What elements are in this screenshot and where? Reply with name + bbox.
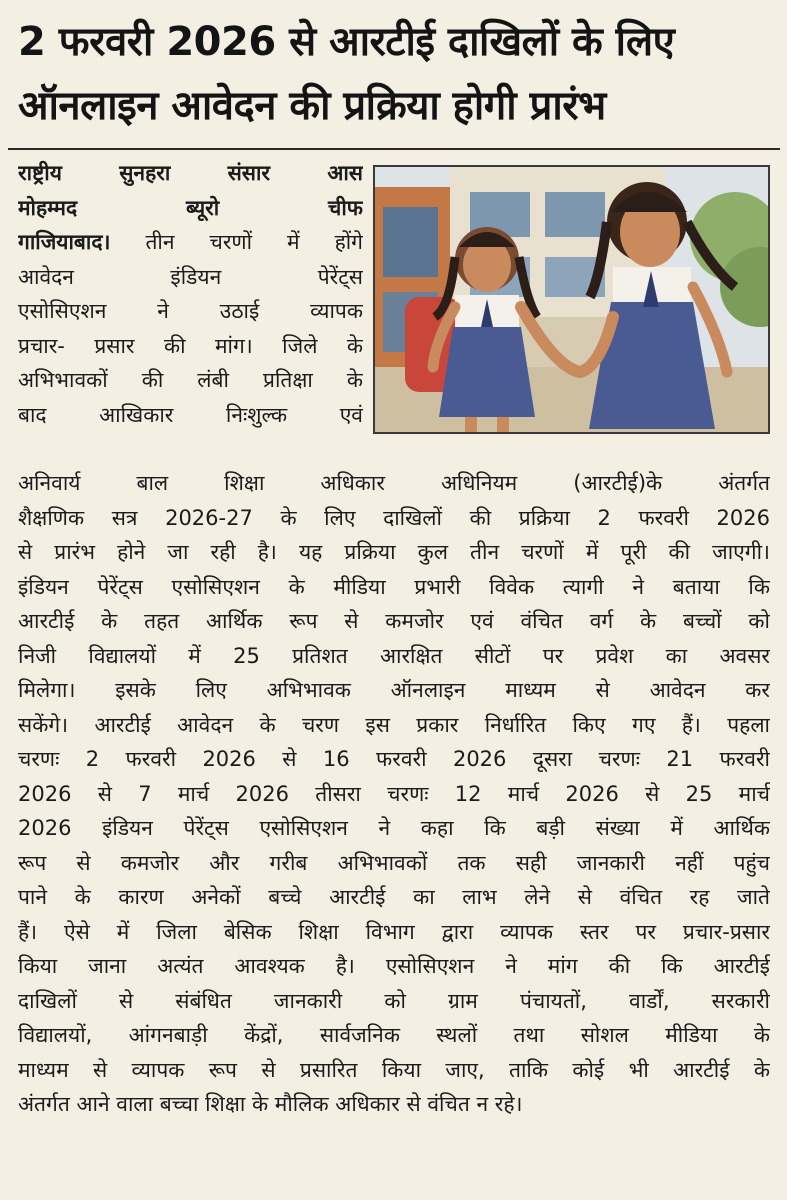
body-line: 2026 इंडियन पेरेंट्स एसोसिएशन ने कहा कि बड़ी संख्या में आर्थिक [18, 816, 770, 840]
body-line: आरटीई के तहत आर्थिक रूप से कमजोर एवं वंचित वर्ग के बच्चों को [18, 609, 770, 633]
byline-line-2: मोहम्मद ब्यूरो चीफ [18, 195, 363, 220]
dateline: गाजियाबाद। [18, 230, 111, 254]
body-line: माध्यम से व्यापक रूप से प्रसारित किया जाए, ताकि कोई भी आरटीई के [18, 1057, 770, 1082]
headline [18, 10, 778, 138]
headline-divider [8, 148, 780, 150]
body-line: से प्रारंभ होने जा रही है। यह प्रक्रिया कुल तीन चरणों में पूरी की जाएगी। [18, 540, 770, 564]
lead-line-5: अभिभावकों की लंबी प्रतिक्षा के [18, 368, 363, 392]
body-line: अनिवार्य बाल शिक्षा अधिकार अधिनियम (आरटीई)के अंतर्गत [18, 471, 770, 495]
body-line: इंडियन पेरेंट्स एसोसिएशन के मीडिया प्रभारी विवेक त्यागी ने बताया कि [18, 574, 770, 599]
body-line: विद्यालयों, आंगनबाड़ी केंद्रों, सार्वजनिक स्थलों तथा सोशल मीडिया के [18, 1023, 770, 1047]
body-line: चरणः 2 फरवरी 2026 से 16 फरवरी 2026 दूसरा चरणः 21 फरवरी [18, 747, 770, 771]
body-line: दाखिलों से संबंधित जानकारी को ग्राम पंचायतों, वार्डों, सरकारी [18, 988, 770, 1013]
body-line: सकेंगे। आरटीई आवेदन के चरण इस प्रकार निर्धारित किए गए हैं। पहला [18, 712, 770, 737]
lead-line-6: बाद आखिकार निःशुल्क एवं [18, 402, 363, 427]
lead-line-3: एसोसिएशन ने उठाई व्यापक [18, 299, 363, 323]
body-line: शैक्षणिक सत्र 2026-27 के लिए दाखिलों की प्रक्रिया 2 फरवरी 2026 [18, 505, 770, 530]
body-line: मिलेगा। इसके लिए अभिभावक ऑनलाइन माध्यम से आवेदन कर [18, 678, 770, 702]
body-line: पाने के कारण अनेकों बच्चे आरटीई का लाभ लेने से वंचित रह जाते [18, 885, 770, 909]
body-line: निजी विद्यालयों में 25 प्रतिशत आरक्षित सीटों पर प्रवेश का अवसर [18, 643, 770, 668]
body-line-last: अंतर्गत आने वाला बच्चा शिक्षा के मौलिक अधिकार से वंचित न रहे। [18, 1092, 523, 1116]
headline-line-1: 2 फरवरी 2026 से आरटीई दाखिलों के लिए [18, 19, 675, 65]
byline-line-1: राष्ट्रीय सुनहरा संसार आस [18, 161, 363, 185]
body-line: 2026 से 7 मार्च 2026 तीसरा चरणः 12 मार्च 2026 से 25 मार्च [18, 781, 770, 806]
headline-line-2: ऑनलाइन आवेदन की प्रक्रिया होगी प्रारंभ [18, 83, 606, 129]
body-line: हैं। ऐसे में जिला बेसिक शिक्षा विभाग द्वारा व्यापक स्तर पर प्रचार-प्रसार [18, 919, 770, 944]
body-line: किया जाना अत्यंत आवश्यक है। एसोसिएशन ने मांग की कि आरटीई [18, 954, 770, 978]
lead-line-1: गाजियाबाद। तीन चरणों में होंगे [18, 230, 363, 254]
schoolgirls-illustration-icon [375, 167, 768, 432]
article-body [18, 466, 770, 1122]
lead-line-4: प्रचार- प्रसार की मांग। जिले के [18, 333, 363, 358]
news-photo [373, 165, 770, 434]
lead-paragraph [18, 156, 363, 432]
lead-line-2: आवेदन इंडियन पेरेंट्स [18, 264, 363, 289]
body-line: रूप से कमजोर और गरीब अभिभावकों तक सही जानकारी नहीं पहुंच [18, 850, 770, 875]
